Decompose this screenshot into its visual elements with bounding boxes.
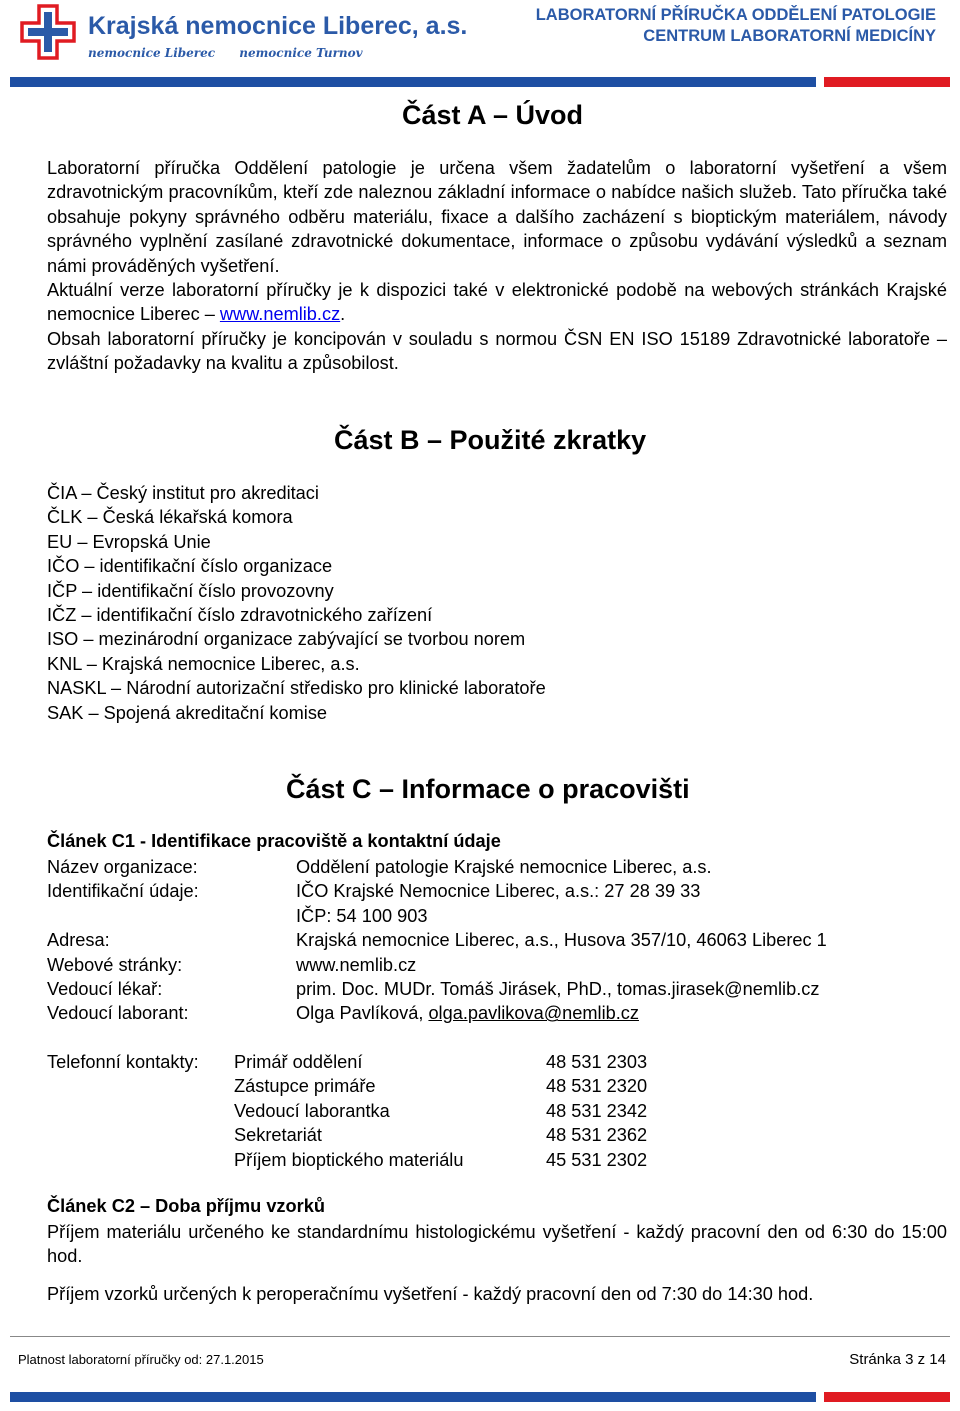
logo-name: Krajská nemocnice Liberec, a.s. xyxy=(88,12,468,40)
header-title xyxy=(536,5,936,47)
logo-sub-liberec: nemocnice Liberec xyxy=(88,46,216,60)
phone-name: Vedoucí laborantka xyxy=(234,1100,390,1121)
phone-number: 48 531 2320 xyxy=(546,1076,648,1097)
table-row xyxy=(47,1148,647,1172)
list-item: ISO – mezinárodní organizace zabývající se tvorbou norem xyxy=(47,629,526,650)
part-a-p2-end: . xyxy=(340,304,346,325)
table-row xyxy=(47,1074,647,1098)
row-value: IČP: 54 100 903 xyxy=(296,905,428,926)
hospital-cross-logo-icon xyxy=(20,4,76,60)
row-label: Vedoucí laborant: xyxy=(47,1003,189,1024)
footer-page-number: Stránka 3 z 14 xyxy=(849,1351,946,1368)
row-label xyxy=(47,904,296,928)
table-row xyxy=(47,1099,647,1123)
list-item: ČIA – Český institut pro akreditaci xyxy=(47,483,319,503)
row-value xyxy=(296,1001,639,1025)
row-value: Oddělení patologie Krajské nemocnice Liberec, a.s. xyxy=(296,857,712,877)
part-a-paragraph-1: Laboratorní příručka Oddělení patologie je určena všem žadatelům o laboratorní vyšetření a všem zdravotnickým pracovníkům, kteří zde naleznou základní informace o nabídce našich služeb. Tato příručka také obsahuje pokyny správného odběru materiálu, fixace a dalšího zacházení s bioptickým materiálem, návody správného vyplnění zasílané zdravotnické dokumentace, informace o způsobu vydávání výsledků a seznam námi prováděných vyšetření. xyxy=(47,158,947,276)
phone-number: 48 531 2342 xyxy=(546,1100,648,1121)
list-item: IČZ – identifikační číslo zdravotnického zařízení xyxy=(47,605,433,626)
table-row xyxy=(47,904,947,928)
row-label: Identifikační údaje: xyxy=(47,881,199,902)
table-row xyxy=(47,879,947,903)
article-c1-title: Článek C1 - Identifikace pracoviště a kontaktní údaje xyxy=(47,831,501,851)
row-label: Vedoucí lékař: xyxy=(47,979,163,1000)
list-item: KNL – Krajská nemocnice Liberec, a.s. xyxy=(47,653,360,674)
part-a-title: Část A – Úvod xyxy=(402,100,584,130)
row-label: Webové stránky: xyxy=(47,954,183,975)
table-row xyxy=(47,953,947,977)
email-link[interactable]: olga.pavlikova@nemlib.cz xyxy=(428,1003,639,1024)
part-c-title: Část C – Informace o pracovišti xyxy=(286,774,690,804)
footer-bar-blue xyxy=(10,1392,816,1402)
abbreviations-list xyxy=(47,481,546,725)
phone-name: Primář oddělení xyxy=(234,1052,363,1072)
table-row xyxy=(47,928,947,952)
table-row xyxy=(47,977,947,1001)
logo-sub-turnov: nemocnice Turnov xyxy=(239,46,363,60)
article-c2-paragraph-2: Příjem vzorků určených k peroperačnímu vyšetření - každý pracovní den od 7:30 do 14:30 hod. xyxy=(47,1284,814,1304)
article-c2-title: Článek C2 – Doba příjmu vzorků xyxy=(47,1196,325,1216)
list-item: IČP – identifikační číslo provozovny xyxy=(47,580,334,601)
footer-validity: Platnost laboratorní příručky od: 27.1.2015 xyxy=(18,1352,264,1367)
list-item: IČO – identifikační číslo organizace xyxy=(47,556,333,577)
row-value: prim. Doc. MUDr. Tomáš Jirásek, PhD., tomas.jirasek@nemlib.cz xyxy=(296,979,820,1000)
footer-divider xyxy=(10,1336,950,1337)
part-b-title: Část B – Použité zkratky xyxy=(334,425,647,455)
footer-bar-red xyxy=(824,1392,950,1402)
list-item: NASKL – Národní autorizační středisko pro klinické laboratoře xyxy=(47,678,546,699)
article-c2-paragraph-1: Příjem materiálu určeného ke standardnímu histologickému vyšetření - každý pracovní den od 6:30 do 15:00 hod. xyxy=(47,1222,947,1267)
row-value: www.nemlib.cz xyxy=(296,954,417,975)
list-item: EU – Evropská Unie xyxy=(47,531,211,552)
part-a-paragraph-2 xyxy=(47,278,947,327)
lab-name: Olga Pavlíková, xyxy=(296,1003,429,1024)
header-line-2: CENTRUM LABORATORNÍ MEDICÍNY xyxy=(643,27,936,45)
phone-name: Zástupce primáře xyxy=(234,1076,376,1097)
contact-details xyxy=(47,855,947,1026)
phone-number: 48 531 2303 xyxy=(546,1052,648,1072)
phones-label: Telefonní kontakty: xyxy=(47,1052,199,1072)
phone-number: 48 531 2362 xyxy=(546,1125,648,1146)
row-label: Adresa: xyxy=(47,930,110,951)
website-link[interactable]: www.nemlib.cz xyxy=(219,304,341,325)
phone-name: Příjem bioptického materiálu xyxy=(234,1149,464,1170)
table-row xyxy=(47,1001,947,1025)
list-item: SAK – Spojená akreditační komise xyxy=(47,702,328,723)
part-a-p2-text: Aktuální verze laboratorní příručky je k dispozici také v elektronické podobě na webových stránkách Krajské nemocnice Liberec – xyxy=(47,280,947,325)
table-row xyxy=(47,1050,647,1074)
page-header xyxy=(0,0,960,90)
table-row xyxy=(47,1123,647,1147)
part-a-paragraph-3: Obsah laboratorní příručky je koncipován v souladu s normou ČSN EN ISO 15189 Zdravotnické laboratoře – zvláštní požadavky na kvalitu a způsobilost. xyxy=(47,329,947,374)
row-label: Název organizace: xyxy=(47,857,198,877)
logo-subtitle xyxy=(88,46,383,60)
list-item: ČLK – Česká lékařská komora xyxy=(47,507,293,528)
row-value: IČO Krajské Nemocnice Liberec, a.s.: 27 28 39 33 xyxy=(296,881,701,902)
table-row xyxy=(47,855,947,879)
header-bar-red xyxy=(824,77,950,87)
phone-name: Sekretariát xyxy=(234,1125,322,1146)
phone-contacts xyxy=(47,1050,647,1172)
phone-number: 45 531 2302 xyxy=(546,1149,648,1170)
header-bar-blue xyxy=(10,77,816,87)
row-value: Krajská nemocnice Liberec, a.s., Husova 357/10, 46063 Liberec 1 xyxy=(296,930,827,951)
header-line-1: LABORATORNÍ PŘÍRUČKA ODDĚLENÍ PATOLOGIE xyxy=(535,6,936,24)
